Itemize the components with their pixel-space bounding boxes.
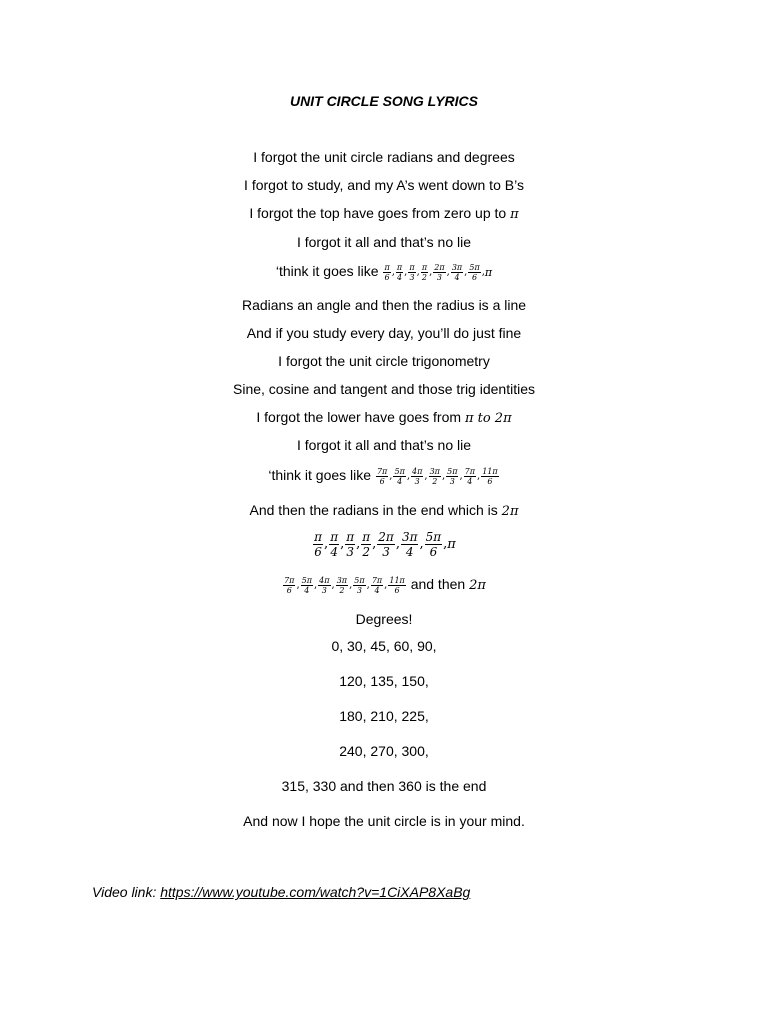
separator: ,	[384, 579, 388, 591]
fraction-denominator: 3	[449, 476, 455, 486]
fraction-numerator: 5π	[394, 466, 405, 476]
separator: ,	[296, 579, 300, 591]
separator: ,	[459, 470, 463, 482]
fraction-numerator: 3π	[451, 262, 463, 272]
fraction	[396, 263, 403, 282]
lyric-line-21: 315, 330 and then 360 is the end	[281, 778, 487, 794]
separator: ,	[443, 536, 448, 552]
separator: ,	[395, 536, 400, 552]
fraction	[376, 467, 388, 486]
fraction-denominator: 3	[382, 545, 390, 559]
fraction-numerator: π	[330, 530, 339, 544]
lyric-line-13-math: 2π	[501, 504, 519, 519]
fraction	[411, 467, 423, 486]
fraction-numerator: 5π	[447, 466, 458, 476]
separator: ,	[356, 536, 361, 552]
lyric-line-10-math: π to 2π	[464, 411, 512, 426]
separator: ,	[404, 266, 408, 278]
separator: ,	[389, 470, 393, 482]
fraction-numerator: 5π	[301, 575, 312, 585]
lyric-line-13-text: And then the radians in the end which is	[249, 502, 498, 518]
lyric-line-19: 180, 210, 225,	[339, 708, 429, 724]
fraction	[345, 530, 355, 559]
fraction	[353, 576, 365, 595]
fraction	[336, 576, 348, 595]
fraction-denominator: 6	[487, 476, 493, 486]
fraction-denominator: 4	[374, 585, 380, 595]
fraction-denominator: 6	[429, 545, 438, 559]
fraction	[313, 530, 323, 559]
fraction	[451, 263, 463, 282]
fraction-denominator: 3	[346, 545, 354, 559]
separator: ,	[313, 579, 318, 591]
fraction	[383, 263, 390, 282]
lyric-line-15-math: 2π	[469, 578, 486, 593]
fraction-numerator: 5π	[425, 530, 442, 544]
fraction-denominator: 4	[454, 272, 460, 282]
fraction-numerator: π	[396, 262, 403, 272]
fraction-numerator: 11π	[389, 575, 405, 585]
fraction-numerator: 3π	[401, 530, 418, 544]
video-link[interactable]: https://www.youtube.com/watch?v=1CiXAP8XaBg	[160, 884, 471, 900]
fraction-denominator: 4	[405, 545, 414, 559]
fraction	[318, 576, 330, 595]
fraction-numerator: π	[384, 262, 390, 272]
lyric-line-7: And if you study every day, you’ll do just fine	[246, 325, 522, 341]
separator: ,	[366, 579, 370, 591]
fraction	[425, 530, 443, 559]
lyric-line-12	[0, 466, 768, 486]
separator: ,	[419, 536, 424, 552]
lyric-line-15	[0, 575, 768, 595]
fraction-numerator: π	[314, 530, 323, 544]
fraction-numerator: 2π	[378, 530, 394, 544]
lyric-line-5-text: ‘think it goes like	[275, 263, 379, 279]
lyric-line-10	[0, 408, 768, 428]
fraction-denominator: 4	[397, 476, 403, 486]
fraction	[388, 576, 405, 595]
lyric-line-10-text: I forgot the lower have goes from	[256, 409, 462, 425]
fraction	[361, 530, 371, 559]
fraction-numerator: 7π	[376, 466, 388, 476]
fraction	[433, 263, 445, 282]
separator: ,	[340, 536, 345, 552]
separator: ,	[477, 470, 481, 482]
fraction	[408, 263, 415, 282]
separator: ,	[324, 536, 329, 552]
fraction-numerator: 7π	[284, 575, 295, 585]
lyric-line-11: I forgot it all and that’s no lie	[296, 437, 472, 453]
fraction-numerator: 7π	[371, 575, 383, 585]
fraction	[464, 467, 476, 486]
separator: ,	[481, 266, 485, 278]
fraction-numerator: 2π	[434, 262, 445, 272]
lyric-line-9: Sine, cosine and tangent and those trig identities	[233, 381, 535, 397]
video-link-line	[92, 884, 470, 900]
fraction-denominator: 3	[436, 272, 442, 282]
fraction-denominator: 6	[286, 585, 292, 595]
fraction	[468, 263, 480, 282]
lyric-line-3-math: π	[510, 207, 519, 222]
lower-fraction-list	[375, 466, 500, 486]
lyric-line-14	[0, 530, 768, 559]
lyric-line-20: 240, 270, 300,	[339, 743, 429, 759]
lyric-line-1: I forgot the unit circle radians and degrees	[253, 149, 515, 165]
separator: ,	[464, 266, 468, 278]
fraction-denominator: 4	[396, 272, 403, 282]
fraction-numerator: 5π	[354, 575, 365, 585]
separator: ,	[424, 470, 428, 482]
fraction-denominator: 3	[414, 476, 420, 486]
fraction-denominator: 6	[314, 545, 322, 559]
fraction	[421, 263, 428, 282]
separator: ,	[441, 470, 446, 482]
fraction	[301, 576, 313, 595]
lower-fraction-list-2	[282, 575, 407, 595]
fraction	[377, 530, 395, 559]
lyric-line-3-text: I forgot the top have goes from zero up to	[249, 205, 507, 221]
fraction-denominator: 2	[432, 476, 438, 486]
fraction	[446, 467, 458, 486]
fraction-denominator: 6	[471, 272, 478, 282]
fraction-numerator: 4π	[412, 466, 423, 476]
fraction-denominator: 2	[362, 545, 371, 559]
separator: ,	[406, 470, 411, 482]
fraction-denominator: 4	[330, 545, 338, 559]
fraction	[481, 467, 498, 486]
upper-fraction-list	[382, 262, 481, 282]
fraction-numerator: 5π	[469, 262, 480, 272]
fraction-denominator: 2	[421, 272, 427, 282]
lyric-line-13	[0, 501, 768, 521]
fraction	[283, 576, 295, 595]
fraction-numerator: π	[421, 262, 428, 272]
fraction-numerator: 3π	[429, 466, 440, 476]
lyric-line-8: I forgot the unit circle trigonometry	[278, 353, 490, 369]
fraction-denominator: 3	[321, 585, 327, 595]
fraction-numerator: π	[362, 530, 371, 544]
fraction-denominator: 6	[384, 272, 390, 282]
separator: ,	[372, 536, 377, 552]
separator: ,	[331, 579, 335, 591]
fraction-numerator: π	[346, 530, 355, 544]
lyric-line-18: 120, 135, 150,	[339, 673, 429, 689]
separator: ,	[416, 266, 420, 278]
fraction-numerator: 7π	[464, 466, 476, 476]
fraction	[393, 467, 405, 486]
fraction	[401, 530, 419, 559]
video-link-label: Video link:	[92, 884, 157, 900]
lyric-line-17: 0, 30, 45, 60, 90,	[331, 638, 437, 654]
fraction-numerator: 3π	[336, 575, 348, 585]
fraction-denominator: 3	[409, 272, 415, 282]
lyric-line-22: And now I hope the unit circle is in your mind.	[243, 813, 525, 829]
fraction-denominator: 3	[356, 585, 362, 595]
fraction-numerator: 4π	[319, 575, 330, 585]
upper-fraction-list-large	[312, 530, 443, 559]
fraction-denominator: 4	[467, 476, 473, 486]
fraction	[329, 530, 339, 559]
fraction-denominator: 2	[339, 585, 345, 595]
lyric-line-3	[0, 204, 768, 224]
separator: ,	[349, 579, 353, 591]
upper-end-pi: π	[484, 266, 493, 279]
fraction	[371, 576, 383, 595]
separator: ,	[391, 266, 395, 278]
fraction-numerator: π	[409, 262, 415, 272]
lyric-line-4: I forgot it all and that’s no lie	[296, 234, 472, 250]
lyric-line-6: Radians an angle and then the radius is a line	[241, 297, 527, 313]
fraction-denominator: 6	[394, 585, 400, 595]
page-title: UNIT CIRCLE SONG LYRICS	[290, 93, 478, 109]
lyric-line-5	[0, 262, 768, 282]
lyric-line-12-text: ‘think it goes like	[268, 467, 372, 483]
upper-end-pi-large: π	[447, 537, 456, 553]
lyric-line-16: Degrees!	[355, 611, 413, 627]
fraction-numerator: 11π	[482, 466, 498, 476]
separator: ,	[429, 266, 433, 278]
fraction-denominator: 4	[304, 585, 310, 595]
separator: ,	[446, 266, 450, 278]
fraction	[429, 467, 441, 486]
fraction-denominator: 6	[379, 476, 385, 486]
lyric-line-15-text: and then	[410, 576, 466, 592]
lyric-line-2: I forgot to study, and my A’s went down to B’s	[244, 177, 524, 193]
